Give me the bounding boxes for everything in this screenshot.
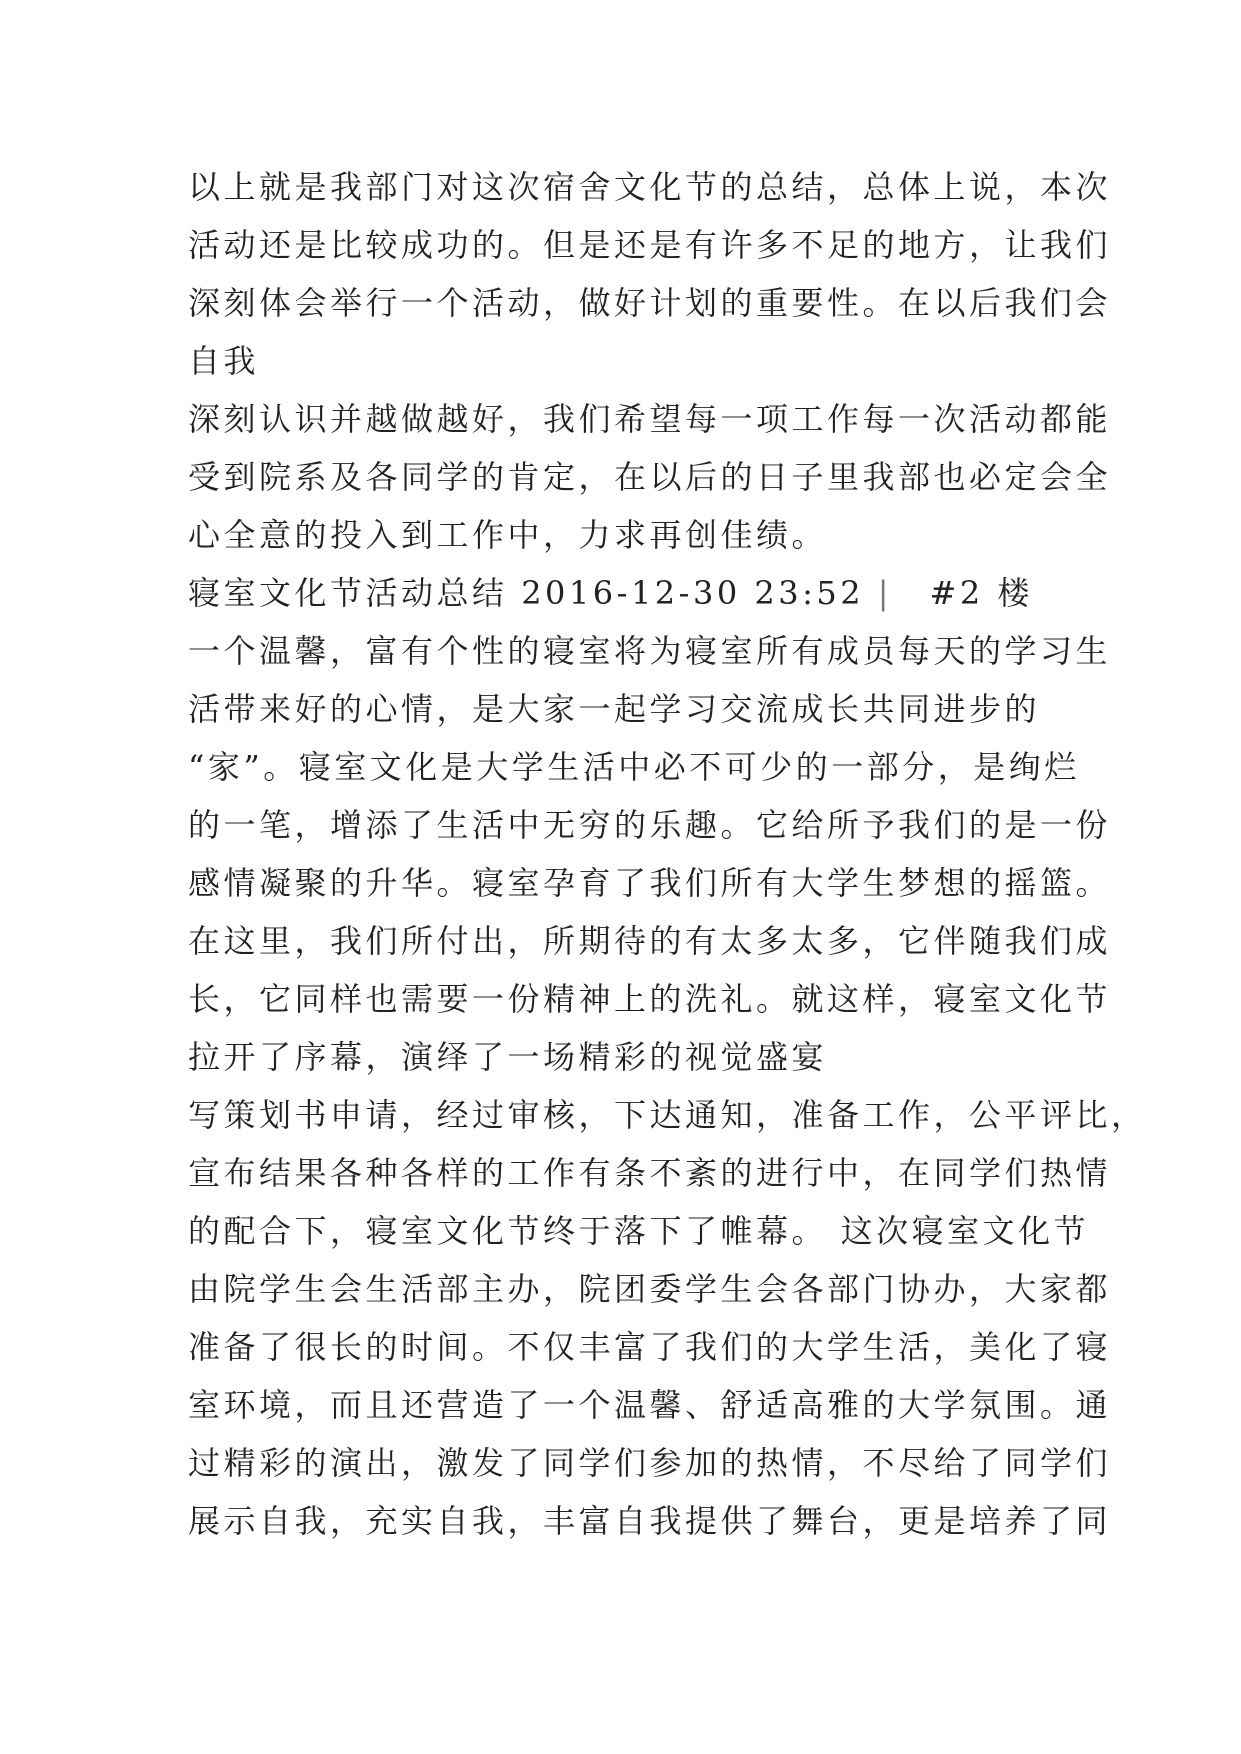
paragraph-line: 感情凝聚的升华。寝室孕育了我们所有大学生梦想的摇篮。 xyxy=(188,864,1112,902)
paragraph-line: 一个温馨，富有个性的寝室将为寝室所有成员每天的学习生 xyxy=(188,632,1112,670)
paragraph-line: 活带来好的心情，是大家一起学习交流成长共同进步的 xyxy=(188,690,1041,728)
post-floor[interactable]: #2 楼 xyxy=(929,574,1033,612)
paragraph-line: 自我 xyxy=(188,342,260,380)
paragraph-line: 长，它同样也需要一份精神上的洗礼。就这样，寝室文化节 xyxy=(188,980,1112,1018)
paragraph-line: 宣布结果各种各样的工作有条不紊的进行中，在同学们热情 xyxy=(188,1154,1112,1192)
paragraph-line: 深刻体会举行一个活动，做好计划的重要性。在以后我们会 xyxy=(188,284,1112,322)
paragraph-line: 以上就是我部门对这次宿舍文化节的总结，总体上说，本次 xyxy=(188,168,1112,206)
paragraph-line: 室环境，而且还营造了一个温馨、舒适高雅的大学氛围。通 xyxy=(188,1386,1112,1424)
paragraph-line: 拉开了序幕，演绎了一场精彩的视觉盛宴 xyxy=(188,1038,828,1076)
paragraph-line: 活动还是比较成功的。但是还是有许多不足的地方，让我们 xyxy=(188,226,1112,264)
paragraph-line: 准备了很长的时间。不仅丰富了我们的大学生活，美化了寝 xyxy=(188,1328,1112,1366)
post-separator: | xyxy=(877,574,889,612)
paragraph-line: “家”。寝室文化是大学生活中必不可少的一部分，是绚烂 xyxy=(188,748,1080,786)
paragraph-line: 深刻认识并越做越好，我们希望每一项工作每一次活动都能 xyxy=(188,400,1112,438)
paragraph-line: 受到院系及各同学的肯定，在以后的日子里我部也必定会全 xyxy=(188,458,1112,496)
paragraph-line: 展示自我，充实自我，丰富自我提供了舞台，更是培养了同 xyxy=(188,1502,1112,1540)
paragraph-line: 由院学生会生活部主办，院团委学生会各部门协办，大家都 xyxy=(188,1270,1112,1308)
document-body xyxy=(188,158,1147,1550)
paragraph-line: 心全意的投入到工作中，力求再创佳绩。 xyxy=(188,516,828,554)
post-title: 寝室文化节活动总结 xyxy=(188,574,508,612)
paragraph-line: 的配合下，寝室文化节终于落下了帷幕。 这次寝室文化节 xyxy=(188,1212,1090,1250)
paragraph-line: 在这里，我们所付出，所期待的有太多太多，它伴随我们成 xyxy=(188,922,1112,960)
paragraph-line: 写策划书申请，经过审核，下达通知，准备工作，公平评比， xyxy=(188,1096,1147,1134)
post-datetime: 2016-12-30 23:52 xyxy=(521,574,865,612)
paragraph-line: 过精彩的演出，激发了同学们参加的热情，不尽给了同学们 xyxy=(188,1444,1112,1482)
paragraph-line: 的一笔，增添了生活中无穷的乐趣。它给所予我们的是一份 xyxy=(188,806,1112,844)
post-header xyxy=(188,564,1068,622)
